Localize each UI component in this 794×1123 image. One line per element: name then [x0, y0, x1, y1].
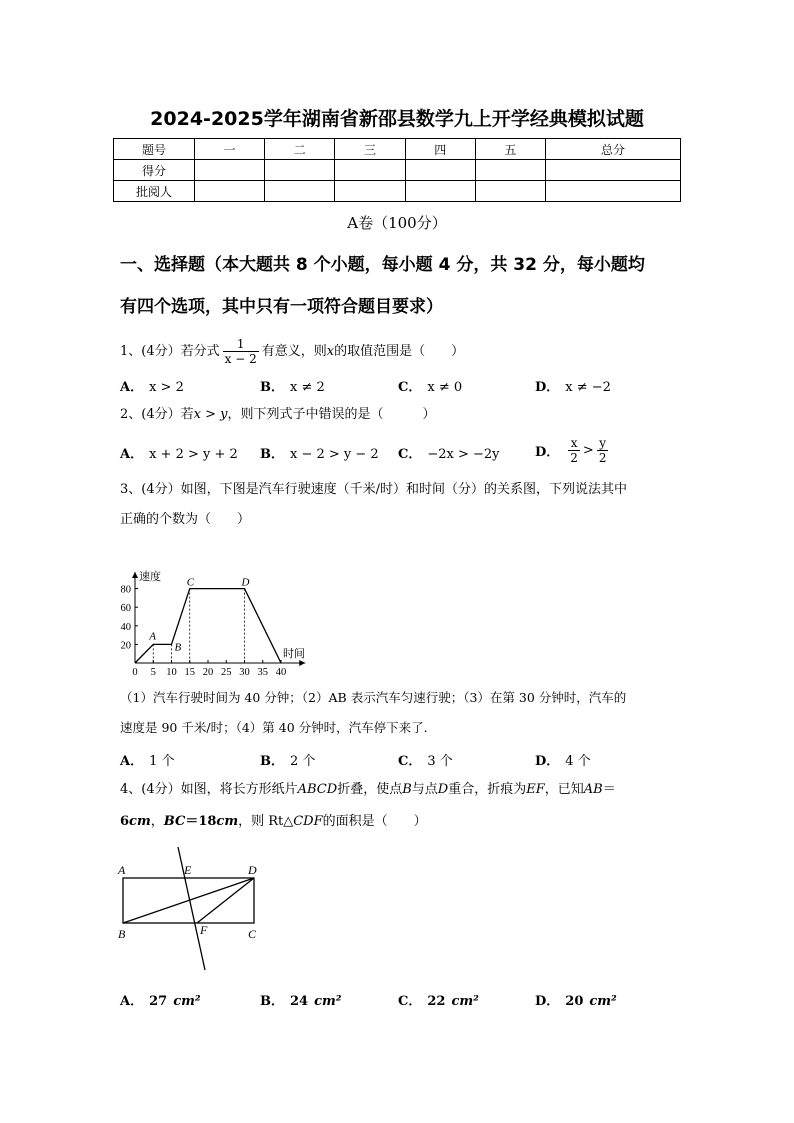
part1-heading-line2: 有四个选项，其中只有一项符合题目要求） — [120, 297, 443, 317]
point-label-a: A — [149, 630, 156, 643]
section-a-heading: A卷（100分） — [347, 214, 447, 232]
text: ＝18 — [185, 814, 217, 829]
option-number: 24 — [290, 994, 309, 1009]
option-unit: cm² — [589, 994, 617, 1009]
unit-cm: cm — [216, 814, 239, 829]
table-cell — [546, 181, 681, 202]
table-cell: 四 — [405, 139, 475, 160]
label-c: C — [248, 927, 257, 941]
question-4-line1 — [120, 780, 616, 800]
point-label-c: C — [186, 576, 195, 589]
table-cell — [335, 160, 405, 181]
q1-option-c[interactable] — [398, 376, 462, 395]
q1-var: x — [326, 344, 335, 359]
table-cell — [475, 160, 545, 181]
math-d: D — [437, 782, 449, 797]
q4-option-d[interactable] — [535, 990, 623, 1009]
option-text: x − 2 > y − 2 — [290, 447, 379, 462]
q2-prefix: 2、(4分）若 — [120, 407, 194, 422]
q1-prefix: 1、(4分）若分式 — [120, 344, 220, 359]
math-ef: EF — [526, 782, 545, 797]
question-3-line2: 正确的个数为（ ） — [120, 512, 251, 527]
question-2 — [120, 405, 435, 425]
frac-den: 2 — [570, 451, 578, 465]
table-cell — [546, 160, 681, 181]
q2-d-frac2 — [597, 436, 609, 465]
table-cell — [405, 160, 475, 181]
math-b: B — [402, 782, 412, 797]
option-text: 3 个 — [427, 754, 453, 769]
table-cell: 批阅人 — [114, 181, 195, 202]
q3-option-b[interactable] — [260, 750, 315, 769]
option-letter: C． — [398, 380, 422, 395]
table-cell — [265, 181, 335, 202]
q4-option-b[interactable] — [260, 990, 347, 1009]
unit-cm: cm — [129, 814, 151, 829]
text: 4、(4分）如图，将长方形纸片 — [120, 782, 298, 797]
rectangle-fold-figure — [112, 842, 272, 974]
table-cell: 总分 — [546, 139, 681, 160]
q1-suffix-b: 的取值范围是（ ） — [334, 344, 465, 359]
q2-option-b[interactable] — [260, 443, 379, 462]
table-cell: 题号 — [114, 139, 195, 160]
table-cell: 五 — [475, 139, 545, 160]
option-text: 4 个 — [565, 754, 591, 769]
text: 的面积是（ ） — [322, 814, 427, 829]
table-cell — [405, 181, 475, 202]
option-text: x ≠ −2 — [565, 380, 611, 395]
math-abcd: ABCD — [297, 782, 338, 797]
label-e: E — [184, 863, 192, 877]
question-3-line1: 3、(4分）如图，下图是汽车行驶速度（千米/时）和时间（分）的关系图，下列说法其中 — [120, 482, 627, 497]
x-tick-label: 5 — [150, 667, 156, 678]
option-unit: cm² — [314, 994, 342, 1009]
question-1 — [120, 337, 464, 366]
option-letter: B． — [260, 994, 284, 1009]
speed-time-chart — [110, 538, 310, 678]
question-3-statement1: （1）汽车行驶时间为 40 分钟；（2）AB 表示汽车匀速行驶；（3）在第 30 分钟时，汽车的 — [120, 690, 627, 705]
table-row — [114, 139, 681, 160]
frac-num: y — [597, 436, 609, 451]
option-letter: A． — [120, 447, 144, 462]
y-axis-arrow — [132, 572, 138, 578]
option-letter: C． — [398, 754, 422, 769]
x-tick-label: 30 — [239, 667, 250, 678]
text: 6 — [120, 814, 130, 829]
option-letter: D． — [535, 445, 560, 460]
option-letter: B． — [260, 380, 284, 395]
label-f: F — [200, 923, 208, 937]
frac-num: x — [568, 436, 580, 451]
q1-fraction — [223, 337, 259, 366]
label-b: B — [118, 927, 126, 941]
option-letter: D． — [535, 754, 560, 769]
text: ，已知 — [544, 782, 584, 797]
q2-d-frac1 — [568, 436, 580, 465]
x-tick-label: 15 — [184, 667, 195, 678]
y-tick-label: 20 — [120, 640, 131, 652]
q1-option-d[interactable] — [535, 376, 611, 395]
table-cell — [195, 181, 265, 202]
q1-option-b[interactable] — [260, 376, 325, 395]
segment-df — [197, 878, 254, 923]
table-row — [114, 160, 681, 181]
q1-frac-den: x − 2 — [224, 352, 257, 366]
option-letter: C． — [398, 447, 422, 462]
option-letter: B． — [260, 447, 284, 462]
q1-option-a[interactable] — [120, 376, 184, 395]
option-unit: cm² — [451, 994, 479, 1009]
q2-option-d[interactable] — [535, 436, 611, 465]
q4-option-c[interactable] — [398, 990, 485, 1009]
part1-heading-line1: 一、选择题（本大题共 8 个小题，每小题 4 分，共 32 分，每小题均 — [120, 255, 645, 275]
fold-line-ef — [178, 847, 205, 970]
speed-series-line — [135, 589, 281, 663]
y-tick-label: 80 — [120, 584, 131, 596]
x-tick-label: 40 — [275, 667, 287, 678]
y-tick-label: 40 — [120, 621, 131, 633]
x-tick-label: 10 — [166, 667, 177, 678]
x-axis-arrow — [299, 660, 305, 666]
y-axis-label: 速度 — [139, 571, 161, 583]
x-tick-label: 20 — [202, 667, 214, 678]
q2-option-c[interactable] — [398, 443, 500, 462]
label-a: A — [118, 863, 126, 877]
math-bc: BC — [163, 814, 186, 829]
frac-den: 2 — [598, 451, 607, 465]
option-text: x > 2 — [149, 380, 184, 395]
q2-d-op: > — [582, 443, 594, 458]
text: 与点 — [411, 782, 438, 797]
option-text: x ≠ 2 — [290, 380, 325, 395]
page-title: 2024-2025学年湖南省新邵县数学九上开学经典模拟试题 — [150, 108, 644, 130]
table-cell — [335, 181, 405, 202]
point-label-d: D — [241, 576, 250, 589]
option-text: 1 个 — [149, 754, 175, 769]
diagonal-bd — [123, 878, 254, 923]
option-letter: A． — [120, 994, 144, 1009]
table-cell — [475, 181, 545, 202]
point-label-b: B — [174, 641, 182, 654]
option-text: x + 2 > y + 2 — [149, 447, 238, 462]
option-letter: A． — [120, 754, 144, 769]
option-letter: A． — [120, 380, 144, 395]
q1-suffix-a: 有意义，则 — [261, 344, 327, 359]
option-unit: cm² — [173, 994, 201, 1009]
q3-option-a[interactable] — [120, 750, 175, 769]
option-letter: B． — [260, 754, 284, 769]
option-letter: C． — [398, 994, 422, 1009]
option-text: −2x > −2y — [427, 447, 500, 462]
text: ，则 Rt△ — [238, 814, 294, 829]
table-cell — [195, 160, 265, 181]
q4-option-a[interactable] — [120, 990, 207, 1009]
table-cell: 一 — [195, 139, 265, 160]
x-tick-label: 25 — [221, 667, 232, 678]
q3-option-c[interactable] — [398, 750, 453, 769]
label-d: D — [248, 863, 257, 877]
table-cell: 二 — [265, 139, 335, 160]
question-3-statement2: 速度是 90 千米/时；（4）第 40 分钟时，汽车停下来了. — [120, 720, 428, 735]
option-letter: D． — [535, 380, 560, 395]
text: ＝ — [602, 782, 616, 797]
table-row — [114, 181, 681, 202]
option-text: x ≠ 0 — [427, 380, 463, 395]
option-number: 20 — [565, 994, 584, 1009]
y-tick-label: 60 — [120, 603, 131, 615]
x-tick-label: 35 — [257, 667, 268, 678]
option-text: 2 个 — [290, 754, 316, 769]
table-cell: 得分 — [114, 160, 195, 181]
x-tick-label: 0 — [132, 667, 138, 678]
text: ， — [150, 814, 164, 829]
q3-option-d[interactable] — [535, 750, 591, 769]
option-letter: D． — [535, 994, 560, 1009]
question-4-line2 — [120, 812, 427, 832]
text: 重合，折痕为 — [448, 782, 527, 797]
option-number: 27 — [149, 994, 168, 1009]
score-table — [113, 138, 681, 202]
table-cell — [265, 160, 335, 181]
q1-frac-num: 1 — [223, 337, 259, 352]
math-ab: AB — [583, 782, 603, 797]
math-cdf: CDF — [293, 814, 323, 829]
option-number: 22 — [427, 994, 446, 1009]
q2-condition: x > y — [193, 407, 228, 422]
text: 折叠，使点 — [337, 782, 403, 797]
table-cell: 三 — [335, 139, 405, 160]
x-axis-label: 时间 — [283, 648, 305, 660]
q2-option-a[interactable] — [120, 443, 238, 462]
q2-suffix: ，则下列式子中错误的是（ ） — [227, 407, 436, 422]
